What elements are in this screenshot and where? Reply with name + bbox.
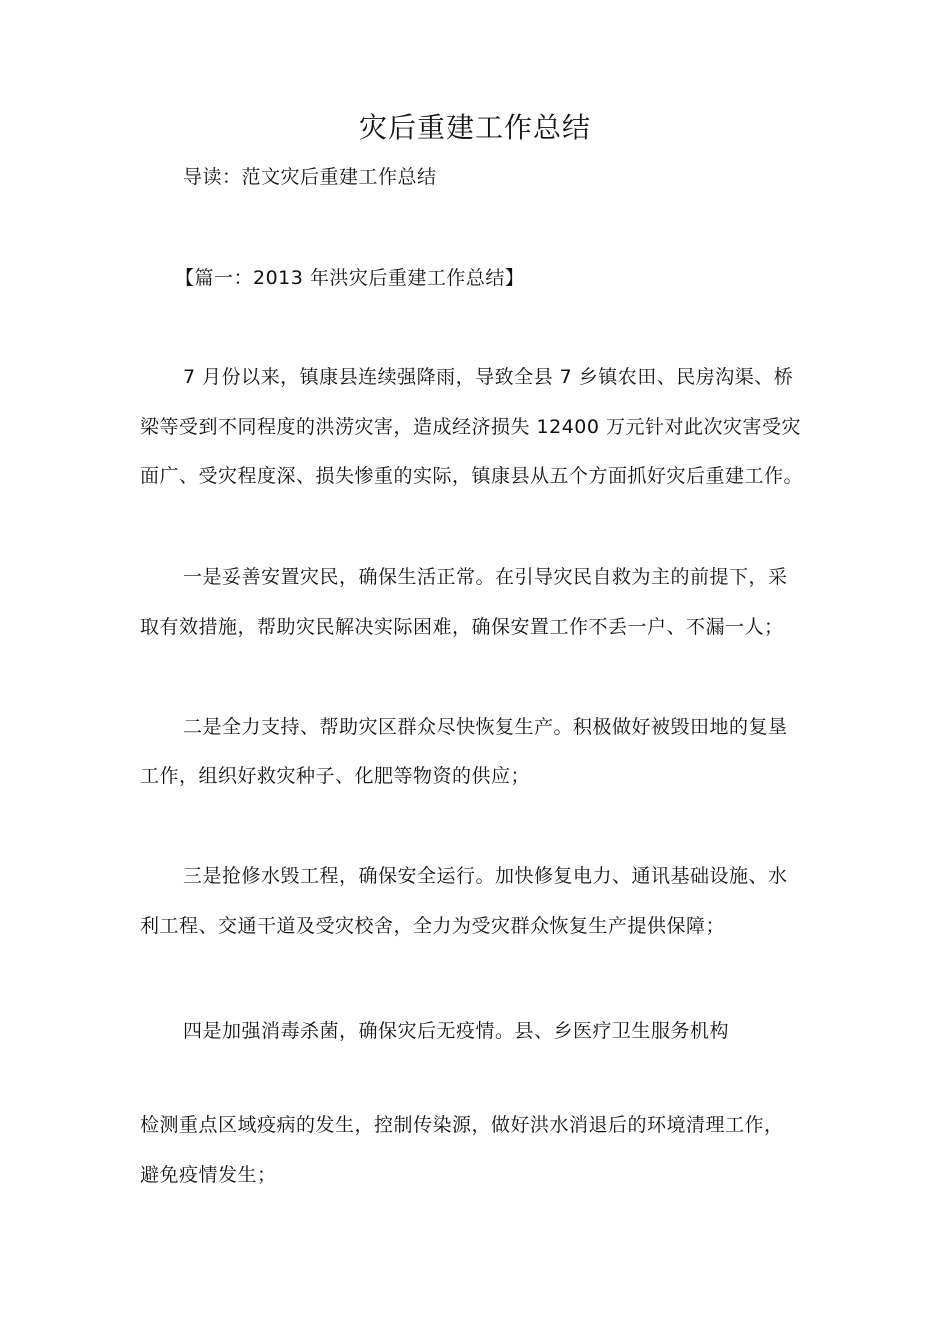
paragraph-line: 面广、受灾程度深、损失惨重的实际，镇康县从五个方面抓好灾后重建工作。 [140, 465, 804, 487]
paragraph-line: 二是全力支持、帮助灾区群众尽快恢复生产。积极做好被毁田地的复垦 [183, 716, 788, 738]
paragraph-line: 利工程、交通干道及受灾校舍，全力为受灾群众恢复生产提供保障； [140, 915, 726, 937]
section-heading: 【篇一：2013 年洪灾后重建工作总结】 [175, 267, 525, 289]
intro-text: 导读：范文灾后重建工作总结 [183, 166, 437, 188]
paragraph-line: 梁等受到不同程度的洪涝灾害，造成经济损失 12400 万元针对此次灾害受灾 [140, 416, 802, 438]
paragraph-line: 取有效措施，帮助灾民解决实际困难，确保安置工作不丢一户、不漏一人； [140, 616, 784, 638]
document-title: 灾后重建工作总结 [358, 111, 591, 144]
paragraph-line: 四是加强消毒杀菌，确保灾后无疫情。县、乡医疗卫生服务机构 [183, 1020, 730, 1042]
paragraph-line: 检测重点区域疫病的发生，控制传染源，做好洪水消退后的环境清理工作， [140, 1114, 784, 1136]
paragraph-line: 避免疫情发生； [140, 1164, 277, 1186]
paragraph-line: 三是抢修水毁工程，确保安全运行。加快修复电力、通讯基础设施、水 [183, 865, 788, 887]
paragraph-line: 一是妥善安置灾民，确保生活正常。在引导灾民自救为主的前提下，采 [183, 566, 788, 588]
paragraph-line: 工作，组织好救灾种子、化肥等物资的供应； [140, 765, 531, 787]
paragraph-line: 7 月份以来，镇康县连续强降雨，导致全县 7 乡镇农田、民房沟渠、桥 [183, 366, 794, 388]
